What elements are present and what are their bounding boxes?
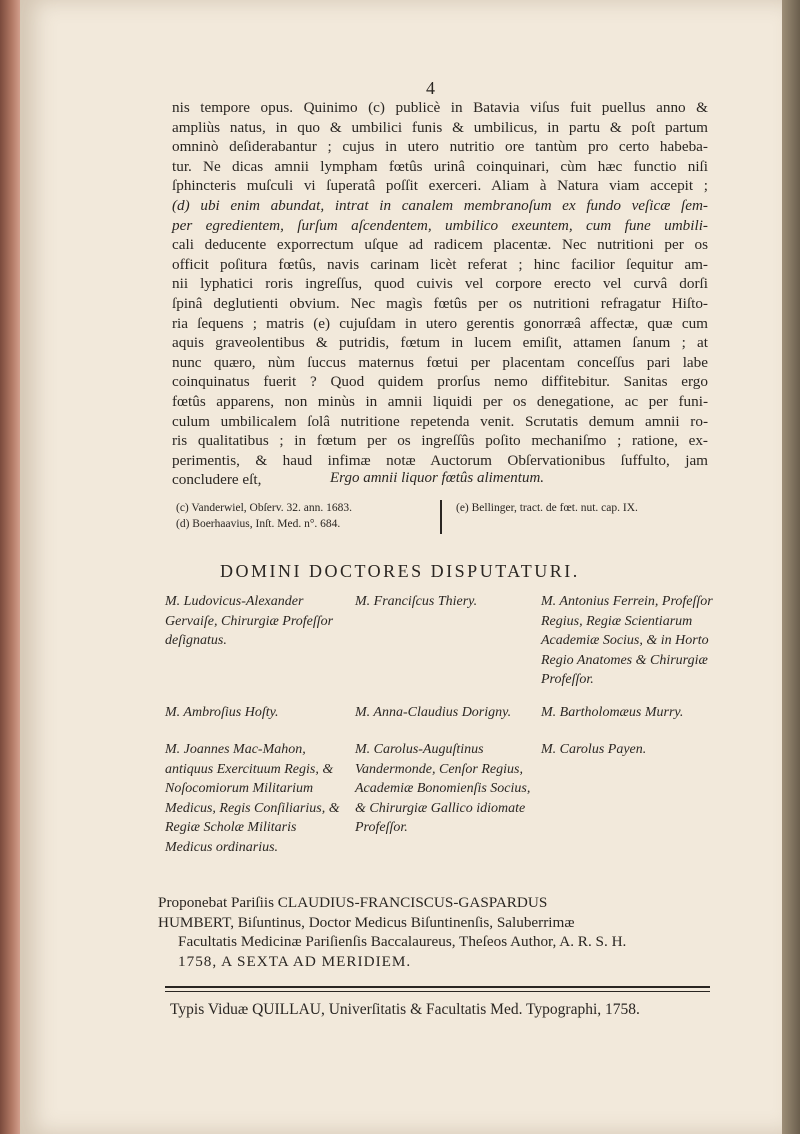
- text-line: tur. Ne dicas amnii lympham fœtûs urinâ coinquinari, cùm hæc functio niſi: [172, 157, 708, 175]
- doctor-entry: M. Joannes Mac-Mahon, antiquus Exercituum Regis, & Noſocomiorum Militarium Medicus, Regis Conſiliarius, & Regiæ Scholæ Militaris Medicus ordinarius.: [165, 742, 340, 855]
- proponebat-line: Facultatis Medicinæ Pariſienſis Baccalaureus, Theſeos Author, A. R. S. H.: [178, 933, 627, 951]
- divider-rule: [165, 991, 710, 992]
- doctor-entry: M. Ambroſius Hoſty.: [165, 705, 279, 720]
- doctor-entry: M. Franciſcus Thiery.: [355, 594, 478, 609]
- proponebat-line: Proponebat Pariſiis CLAUDIUS-FRANCISCUS-GASPARDUS: [158, 894, 548, 911]
- footnotes-left: [176, 500, 436, 532]
- text-line: coinquinatus fuerit ? Quod quidem prorſus nemo diffitebitur. Sanitas ergo: [172, 373, 708, 391]
- proponebat-block: [158, 893, 718, 971]
- text-line: ria ſequens ; matris (e) cujuſdam in utero gerentis gonorræâ affectæ, quæ cum: [172, 314, 708, 332]
- text-line: ris qualitatibus ; in fœtum per os ingreſſûs poſito mechaniſmo ; ratione, ex-: [172, 432, 708, 450]
- doctor-entry: M. Carolus Payen.: [541, 742, 647, 757]
- text-line: nis tempore opus. Quinimo (c) publicè in Batavia viſus fuit puellus anno &: [172, 99, 708, 116]
- text-line: concludere eſt,: [172, 471, 262, 489]
- footnote: (e) Bellinger, tract. de fœt. nut. cap. IX.: [456, 502, 638, 514]
- doctor-entry: M. Carolus-Auguſtinus Vandermonde, Cenſor Regius, Academiæ Bonomienſis Socius, & Chirurgiæ Gallico idiomate Profeſſor.: [355, 742, 531, 836]
- text-line: fœtûs apparens, non minùs in amnii liquidi per os denegatione, ac per funi-: [172, 392, 708, 410]
- text-line: nunc quæro, nùm ſuccus maternus fœtui per placentam conceſſus pari labe: [172, 353, 708, 371]
- conclusion: Ergo amnii liquor fœtûs alimentum.: [330, 470, 545, 486]
- page-edge: [782, 0, 800, 1134]
- text-line: (d) ubi enim abundat, intrat in canalem membranoſum ex fundo veſicæ ſem-: [172, 196, 708, 214]
- text-line: ampliùs natus, in quo & umbilici funis & umbilicus, in partu & poſt partum: [172, 118, 708, 136]
- doctor-entry: M. Anna-Claudius Dorigny.: [355, 705, 512, 720]
- doctor-entry: M. Ludovicus-Alexander Gervaiſe, Chirurgiæ Profeſſor deſignatus.: [165, 594, 334, 649]
- book-binding: [0, 0, 22, 1134]
- footnote: (d) Boerhaavius, Inſt. Med. n°. 684.: [176, 518, 341, 530]
- proponebat-line: 1758, A SEXTA AD MERIDIEM.: [178, 952, 412, 970]
- proponebat-line: HUMBERT, Biſuntinus, Doctor Medicus Biſuntinenſis, Saluberrimæ: [158, 913, 575, 931]
- doctor-entry: M. Bartholomæus Murry.: [541, 705, 684, 720]
- text-line: omninò deſiderabantur ; cujus in utero nutritio ore tantùm pro certo habeba-: [172, 138, 708, 156]
- text-line: aquis graveolentibus & putridis, fœtum in lucem emiſit, attamen ſanum ; at: [172, 334, 708, 352]
- text-line: perimentis, & haud infimæ notæ Auctorum Obſervationibus ſuffulto, jam: [172, 451, 708, 469]
- text-line: nii lyphatici roris ingreſſus, quod cuivis vel corpore erecto vel curvâ dorſi: [172, 275, 708, 293]
- text-line: culum umbilicalem ſolâ nutritione repetenda venit. Scrutatis demum amnii ro-: [172, 412, 708, 430]
- footnotes-right: [456, 500, 716, 516]
- divider-rule: [165, 986, 710, 988]
- text-line: ſpinâ deglutienti obvium. Nec magìs fœtûs per os nutritioni refragatur Hiſto-: [172, 294, 708, 312]
- footnote: (c) Vanderwiel, Obſerv. 32. ann. 1683.: [176, 502, 352, 514]
- main-text: [172, 98, 708, 490]
- doctors-heading: DOMINI DOCTORES DISPUTATURI.: [220, 561, 580, 581]
- text-line: cali deducente exporrectum uſque ad radicem placentæ. Nec nutritioni per os: [172, 236, 708, 254]
- text-line: officit poſitura fœtûs, navis carinam licèt referat ; hinc facilior ſequitur am-: [172, 255, 708, 273]
- doctor-entry: M. Antonius Ferrein, Profeſſor Regius, Regiæ Scientiarum Academiæ Socius, & in Horto Regio Anatomes & Chirurgiæ Profeſſor.: [541, 594, 713, 688]
- text-line: per egredientem, ſurſum aſcendentem, umbilico exeuntem, cum fune umbili-: [172, 216, 708, 234]
- page-number: 4: [426, 78, 435, 98]
- text-line: ſphincteris muſculi vi ſuperatâ poſſit exerceri. Aliam à Natura viam accepit ;: [172, 177, 708, 195]
- footnote-divider: [440, 500, 442, 534]
- printer-imprint: Typis Viduæ QUILLAU, Univerſitatis & Facultatis Med. Typographi, 1758.: [170, 1001, 640, 1018]
